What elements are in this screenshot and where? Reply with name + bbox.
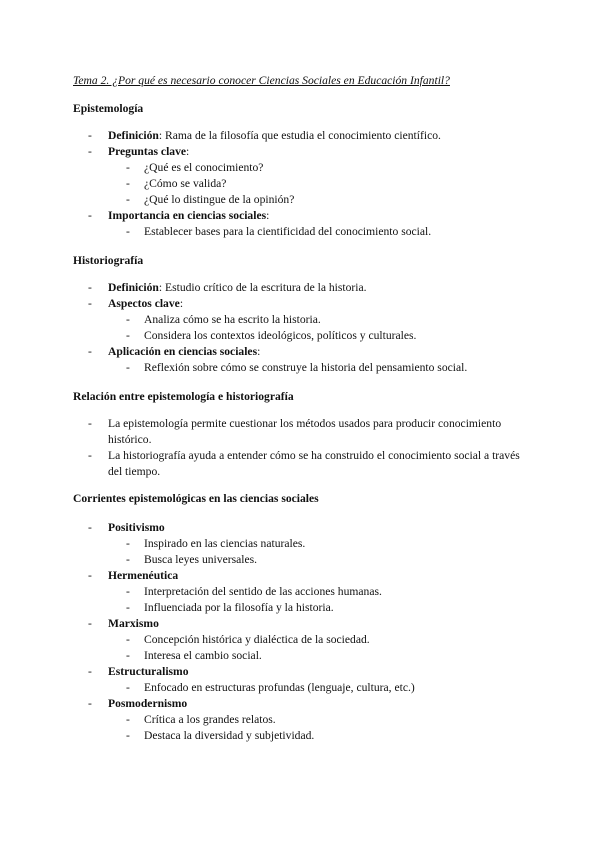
- list-item: [0, 448, 528, 480]
- item-term: Posmodernismo: [108, 697, 188, 710]
- item-term: Positivismo: [108, 521, 165, 534]
- sub-list-item: - Establecer bases para la cientificidad del conocimiento social.: [108, 224, 528, 240]
- sub-list-item: - Interpretación del sentido de las acciones humanas.: [108, 584, 528, 600]
- section-heading: Corrientes epistemológicas en las ciencias sociales: [73, 492, 319, 505]
- item-term: Marxismo: [108, 617, 159, 630]
- item-term: Definición: [108, 281, 159, 294]
- item-term: Preguntas clave: [108, 145, 187, 158]
- list-item: [0, 208, 528, 240]
- section-heading: Historiografía: [73, 254, 144, 267]
- sub-list-item: - Reflexión sobre cómo se construye la historia del pensamiento social.: [108, 360, 528, 376]
- list-item: [0, 344, 528, 376]
- item-term: Hermenéutica: [108, 569, 179, 582]
- section-heading: Relación entre epistemología e historiografía: [73, 390, 294, 403]
- item-separator: :: [186, 145, 190, 158]
- item-term: Aplicación en ciencias sociales: [108, 345, 258, 358]
- item-separator: :: [266, 209, 270, 222]
- item-term: Definición: [108, 129, 159, 142]
- sub-list-item: - Influenciada por la filosofía y la historia.: [108, 600, 528, 616]
- sub-list-item: - Concepción histórica y dialéctica de la sociedad.: [108, 632, 528, 648]
- item-separator: :: [257, 345, 261, 358]
- item-text: La epistemología permite cuestionar los métodos usados para producir conocimiento histórico.: [108, 417, 502, 446]
- sub-list-item: - Inspirado en las ciencias naturales.: [108, 536, 528, 552]
- sub-list-item: - Enfocado en estructuras profundas (lenguaje, cultura, etc.): [108, 680, 528, 696]
- item-text: Rama de la filosofía que estudia el conocimiento científico.: [162, 129, 441, 142]
- sub-list-item: - Analiza cómo se ha escrito la historia.: [108, 312, 528, 328]
- sub-list: [108, 632, 528, 664]
- item-separator: :: [179, 297, 184, 310]
- list-item: [0, 616, 528, 664]
- section-list: [0, 416, 600, 480]
- list-item: [0, 520, 528, 568]
- sub-list: [108, 360, 528, 376]
- sub-list-item: - ¿Qué es el conocimiento?: [108, 160, 528, 176]
- item-text: Estudio crítico de la escritura de la historia.: [162, 281, 367, 294]
- list-item: [0, 568, 528, 616]
- item-term: Importancia en ciencias sociales: [108, 209, 267, 222]
- section-list: [0, 280, 600, 376]
- sub-list-item: - ¿Cómo se valida?: [108, 176, 528, 192]
- list-item: [0, 280, 528, 296]
- sub-list: [108, 680, 528, 696]
- sub-list-item: - ¿Qué lo distingue de la opinión?: [108, 192, 528, 208]
- list-item: [0, 128, 528, 144]
- sub-list: [108, 712, 528, 744]
- sub-list-item: - Crítica a los grandes relatos.: [108, 712, 528, 728]
- item-term: Aspectos clave: [108, 297, 180, 310]
- sub-list-item: - Interesa el cambio social.: [108, 648, 528, 664]
- sub-list: [108, 536, 528, 568]
- sub-list: [108, 224, 528, 240]
- list-item: [0, 664, 528, 696]
- sub-list: [108, 160, 528, 208]
- item-separator: :: [158, 281, 163, 294]
- section-heading: Epistemología: [73, 102, 144, 115]
- list-item: [0, 696, 528, 744]
- list-item: [0, 416, 528, 448]
- item-term: Estructuralismo: [108, 665, 189, 678]
- section-list: [0, 520, 600, 744]
- list-item: [0, 296, 528, 344]
- item-text: La historiografía ayuda a entender cómo se ha construido el conocimiento social a través del tiempo.: [108, 449, 520, 478]
- list-item: [0, 144, 528, 208]
- item-separator: :: [158, 129, 163, 142]
- sub-list-item: - Considera los contextos ideológicos, políticos y culturales.: [108, 328, 528, 344]
- sub-list-item: - Destaca la diversidad y subjetividad.: [108, 728, 528, 744]
- sub-list: [108, 312, 528, 344]
- sub-list-item: - Busca leyes universales.: [108, 552, 528, 568]
- sub-list: [108, 584, 528, 616]
- document-title: Tema 2. ¿Por qué es necesario conocer Ciencias Sociales en Educación Infantil?: [73, 74, 450, 87]
- section-list: [0, 128, 600, 240]
